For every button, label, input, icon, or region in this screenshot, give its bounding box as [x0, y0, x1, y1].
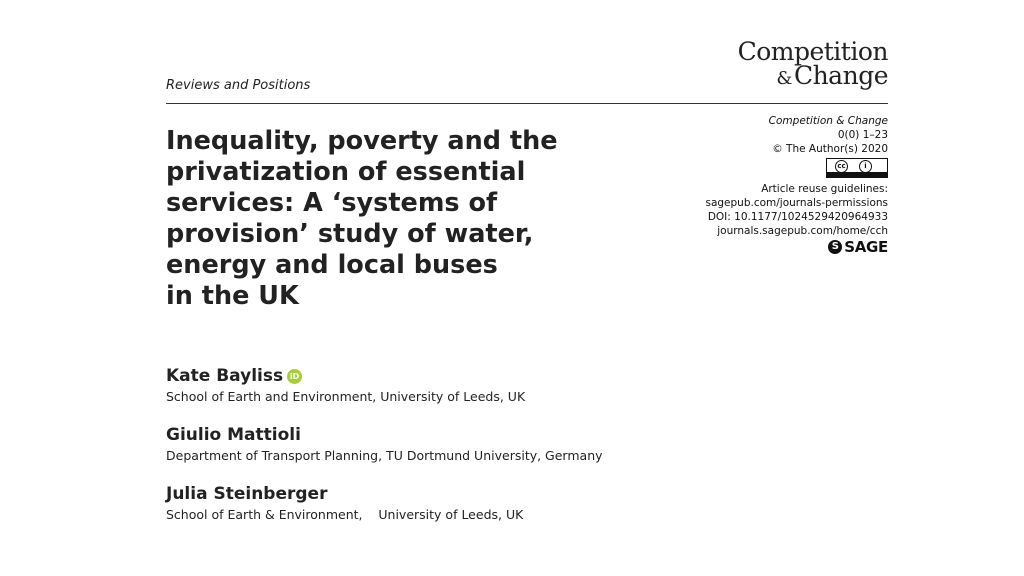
meta-home-link[interactable]: journals.sagepub.com/home/cch — [717, 225, 888, 237]
author-block — [166, 366, 525, 404]
author-affiliation: School of Earth and Environment, University of Leeds, UK — [166, 389, 526, 404]
author-name: Julia Steinberger — [166, 484, 328, 504]
author-block — [166, 425, 603, 463]
sage-logo[interactable] — [828, 240, 888, 254]
author-block — [166, 484, 523, 522]
title-line: Inequality, poverty and the — [166, 126, 558, 156]
title-line: provision’ study of water, — [166, 219, 534, 249]
meta-copyright: © The Author(s) 2020 — [772, 143, 888, 155]
article-metadata — [705, 114, 888, 254]
orcid-icon[interactable]: iD — [287, 369, 302, 384]
author-affiliation: Department of Transport Planning, TU Dortmund University, Germany — [166, 448, 603, 463]
logo-word-change: Change — [793, 61, 888, 90]
header-rule — [166, 103, 888, 104]
article-title — [166, 126, 626, 312]
meta-reuse-heading: Article reuse guidelines: — [761, 183, 888, 195]
title-line: services: A ‘systems of — [166, 188, 498, 218]
meta-issue: 0(0) 1–23 — [837, 129, 888, 141]
meta-journal: Competition & Change — [768, 115, 888, 127]
section-label: Reviews and Positions — [166, 78, 311, 93]
logo-line-2 — [738, 61, 888, 91]
author-name: Kate Bayliss — [166, 366, 284, 386]
logo-line-1: Competition — [737, 37, 888, 66]
author-name: Giulio Mattioli — [166, 425, 301, 445]
cc-by-icon[interactable]: cc i — [826, 158, 888, 178]
meta-reuse-link[interactable]: sagepub.com/journals-permissions — [705, 197, 888, 209]
sage-logo-icon: S — [828, 240, 842, 254]
title-line: in the UK — [166, 281, 299, 311]
title-line: energy and local buses — [166, 250, 498, 280]
author-affiliation: School of Earth & Environment, University of Leeds, UK — [166, 507, 524, 522]
meta-doi[interactable]: DOI: 10.1177/1024529420964933 — [707, 211, 888, 223]
title-line: privatization of essential — [166, 157, 526, 187]
logo-ampersand: & — [776, 68, 792, 89]
sage-logo-text: SAGE — [844, 238, 888, 256]
journal-logo[interactable] — [737, 37, 888, 91]
